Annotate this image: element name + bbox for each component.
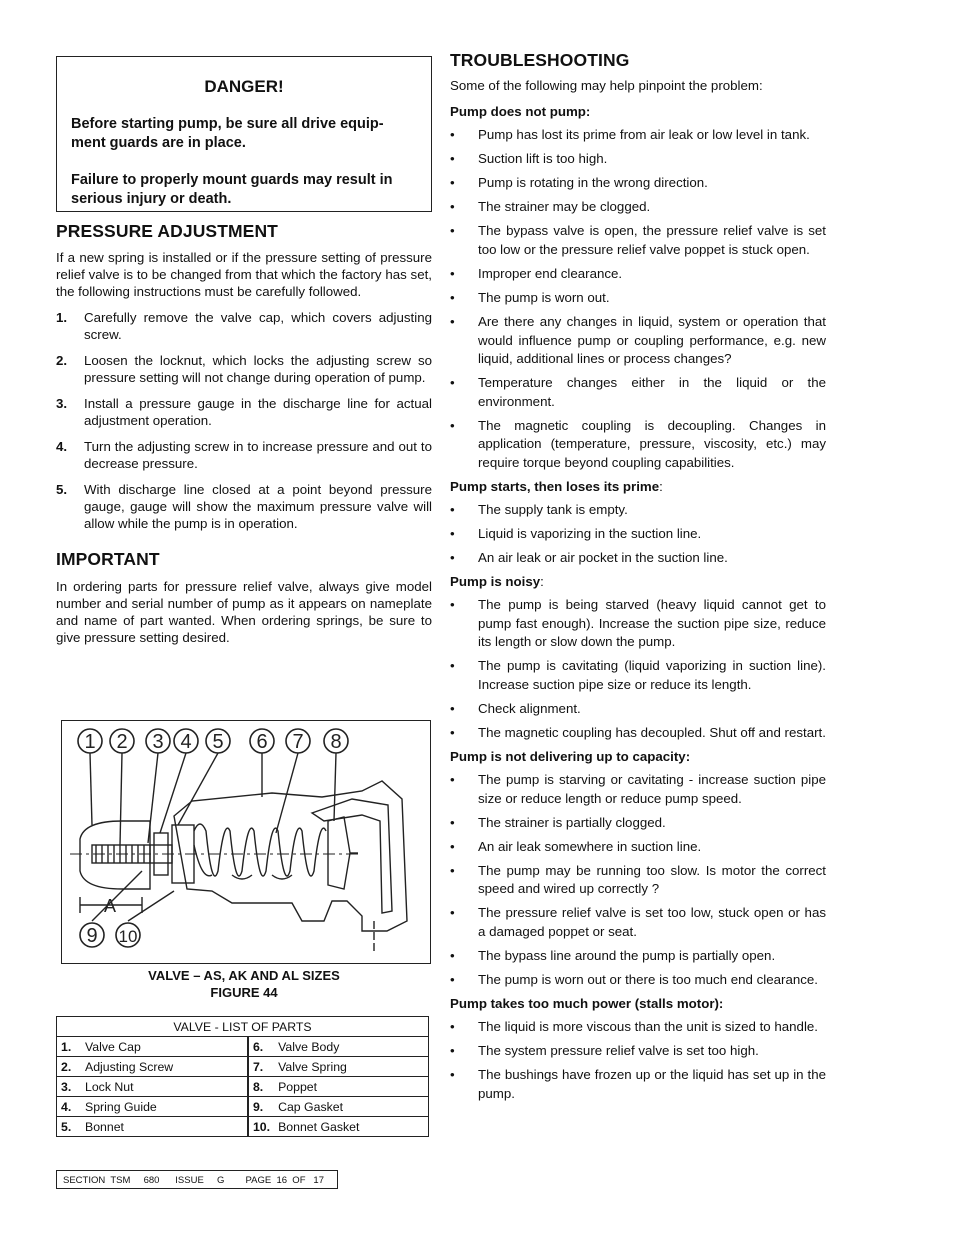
trouble-subhead	[450, 103, 826, 120]
callout-6	[250, 729, 274, 753]
bullet-marker: •	[450, 948, 455, 964]
step-number: 4.	[56, 439, 68, 454]
step-number: 3.	[56, 396, 68, 411]
bullet-text: The pump may be running too slow. Is motor the correct speed and wired up correctly ?	[478, 862, 826, 897]
pressure-intro: If a new spring is installed or if the pressure setting of pressure relief valve is to be changed from that which the factory has set, the following instructions must be carefully followed.	[56, 250, 432, 299]
bullet-text: Pump is rotating in the wrong direction.	[478, 175, 708, 191]
bullet-marker: •	[450, 1067, 455, 1083]
danger-box	[56, 56, 432, 212]
trouble-subhead	[450, 573, 826, 590]
troubleshooting-sections	[450, 103, 826, 1103]
bullet-marker: •	[450, 265, 455, 281]
trouble-bullet-item	[450, 657, 826, 694]
trouble-subhead	[450, 478, 826, 495]
part-name: Valve Body	[274, 1037, 428, 1057]
danger-text-2: Failure to properly mount guards may result in serious injury or death.	[71, 172, 393, 207]
trouble-bullet-item	[450, 313, 826, 369]
pressure-step	[56, 438, 432, 472]
part-number: 2.	[57, 1057, 82, 1077]
callout-4	[174, 729, 198, 753]
right-column	[450, 50, 826, 1109]
parts-row	[57, 1057, 429, 1077]
bullet-text: The strainer is partially clogged.	[478, 814, 666, 830]
bullet-text: An air leak somewhere in suction line.	[478, 838, 702, 854]
callout-3	[146, 729, 170, 753]
trouble-bullet-item	[450, 862, 826, 899]
svg-text:1: 1	[84, 731, 96, 753]
bullet-marker: •	[450, 375, 455, 391]
callout-7	[286, 729, 310, 753]
bullet-text: The pressure relief valve is set too low, stuck open or has a damaged poppet or seat.	[478, 905, 826, 939]
step-text: Turn the adjusting screw in to increase pressure and out to decrease pressure.	[84, 439, 432, 471]
bullet-marker: •	[450, 175, 455, 191]
part-number: 6.	[248, 1037, 274, 1057]
bullet-text: Temperature changes either in the liquid or the environment.	[478, 375, 826, 409]
part-name: Bonnet Gasket	[274, 1117, 428, 1137]
trouble-bullet-item	[450, 289, 826, 308]
trouble-bullet-item	[450, 814, 826, 833]
left-column	[56, 56, 432, 646]
bullet-marker: •	[450, 1043, 455, 1059]
bullet-text: The pump is worn out.	[478, 290, 610, 306]
important-text: In ordering parts for pressure relief valve, always give model number and serial number of pump as it appears on nameplate and name of part wanted. When ordering springs, be sure to give pressure setting desired.	[56, 579, 432, 645]
parts-table-title: VALVE - LIST OF PARTS	[57, 1017, 429, 1037]
part-number: 5.	[57, 1117, 82, 1137]
trouble-bullet-item	[450, 549, 826, 568]
troubleshooting-intro: Some of the following may help pinpoint the problem:	[450, 78, 763, 93]
bullet-marker: •	[450, 838, 455, 854]
bullet-marker: •	[450, 772, 455, 788]
page-footer: SECTION TSM 680 ISSUE G PAGE 16 OF 17	[56, 1170, 338, 1189]
troubleshooting-heading: TROUBLESHOOTING	[450, 50, 630, 70]
step-text: Loosen the locknut, which locks the adjusting screw so pressure setting will not change during operation of pump.	[84, 353, 432, 385]
figure-caption-line2: FIGURE 44	[210, 985, 278, 1000]
callout-2	[110, 729, 134, 753]
part-number: 10.	[248, 1117, 274, 1137]
svg-text:4: 4	[180, 731, 192, 753]
trouble-bullet-item	[450, 374, 826, 411]
trouble-bullet-item	[450, 947, 826, 966]
svg-text:8: 8	[330, 731, 342, 753]
trouble-bullet-item	[450, 971, 826, 990]
figure-caption-line1: VALVE – AS, AK AND AL SIZES	[148, 968, 340, 983]
trouble-subhead-text: Pump is noisy	[450, 574, 541, 590]
bullet-text: Liquid is vaporizing in the suction line.	[478, 526, 702, 542]
part-name: Valve Cap	[81, 1037, 248, 1057]
bullet-marker: •	[450, 151, 455, 167]
bullet-text: Suction lift is too high.	[478, 151, 608, 167]
bullet-marker: •	[450, 127, 455, 142]
pressure-adjustment-heading: PRESSURE ADJUSTMENT	[56, 221, 278, 241]
danger-text-1: Before starting pump, be sure all drive equip-ment guards are in place.	[71, 116, 384, 151]
bullet-text: The strainer may be clogged.	[478, 199, 651, 215]
bullet-marker: •	[450, 905, 455, 921]
trouble-bullet-item	[450, 838, 826, 857]
part-name: Valve Spring	[274, 1057, 428, 1077]
part-name: Bonnet	[81, 1117, 248, 1137]
callout-10	[116, 923, 140, 947]
bullet-marker: •	[450, 501, 455, 517]
bullet-text: The liquid is more viscous than the unit is sized to handle.	[478, 1019, 818, 1035]
step-text: Carefully remove the valve cap, which covers adjusting screw.	[84, 310, 432, 342]
bullet-text: The pump is cavitating (liquid vaporizing in suction line). Increase suction pipe size or reduce its length.	[478, 658, 826, 692]
bullet-text: Are there any changes in liquid, system or operation that would influence pump or coupling performance, e.g. new liquid, additional lines or process changes?	[478, 314, 826, 367]
trouble-subhead	[450, 995, 826, 1012]
valve-figure	[61, 720, 431, 964]
bullet-text: The bushings have frozen up or the liquid has set up in the pump.	[478, 1067, 826, 1101]
trouble-subhead-suffix: :	[659, 478, 663, 494]
step-text: With discharge line closed at a point beyond pressure gauge, gauge will show the maximum pressure valve will allow while the pump is in operation.	[84, 482, 432, 531]
trouble-bullet-item	[450, 904, 826, 941]
pressure-step	[56, 481, 432, 532]
trouble-subhead-suffix: :	[540, 574, 544, 590]
pressure-steps	[56, 309, 432, 532]
bullet-marker: •	[450, 550, 455, 566]
trouble-bullet-item	[450, 1066, 826, 1103]
part-name: Adjusting Screw	[81, 1057, 248, 1077]
bullet-marker: •	[450, 725, 455, 740]
pressure-step	[56, 352, 432, 386]
trouble-subhead-text: Pump does not pump:	[450, 104, 591, 119]
figure-caption	[56, 967, 432, 1001]
svg-text:10: 10	[118, 927, 138, 946]
step-text: Install a pressure gauge in the discharge line for actual adjustment operation.	[84, 396, 432, 428]
bullet-text: Improper end clearance.	[478, 265, 623, 281]
callout-1	[78, 729, 102, 753]
step-number: 1.	[56, 310, 68, 325]
bullet-text: An air leak or air pocket in the suction line.	[478, 550, 728, 566]
parts-row	[57, 1077, 429, 1097]
svg-text:9: 9	[86, 925, 98, 947]
part-number: 4.	[57, 1097, 82, 1117]
bullet-text: The bypass valve is open, the pressure relief valve is set too low or the pressure relief valve poppet is stuck open.	[478, 223, 826, 257]
step-number: 2.	[56, 353, 68, 368]
part-name: Spring Guide	[81, 1097, 248, 1117]
bullet-marker: •	[450, 814, 455, 830]
trouble-bullet-item	[450, 525, 826, 544]
valve-cross-section-drawing	[62, 721, 430, 963]
trouble-bullet-item	[450, 417, 826, 473]
trouble-subhead-text: Pump takes too much power (stalls motor):	[450, 996, 724, 1012]
bullet-text: The magnetic coupling has decoupled. Shut off and restart.	[478, 725, 826, 740]
bullet-marker: •	[450, 199, 455, 215]
part-name: Poppet	[274, 1077, 428, 1097]
bullet-text: The magnetic coupling is decoupling. Changes in application (temperature, pressure, viscosity, etc.) may require torque beyond coupling capabilities.	[478, 417, 826, 470]
bullet-marker: •	[450, 1019, 455, 1035]
part-number: 1.	[57, 1037, 82, 1057]
part-number: 9.	[248, 1097, 274, 1117]
pressure-step	[56, 395, 432, 429]
bullet-marker: •	[450, 597, 455, 613]
bullet-marker: •	[450, 417, 455, 433]
bullet-text: Pump has lost its prime from air leak or low level in tank.	[478, 127, 810, 142]
bullet-text: The pump is worn out or there is too much end clearance.	[478, 972, 818, 988]
trouble-bullet-item	[450, 150, 826, 169]
svg-text:2: 2	[116, 731, 128, 753]
svg-text:5: 5	[212, 731, 224, 753]
part-name: Lock Nut	[81, 1077, 248, 1097]
bullet-marker: •	[450, 526, 455, 542]
trouble-bullet-item	[450, 222, 826, 259]
bullet-text: The system pressure relief valve is set too high.	[478, 1043, 759, 1059]
bullet-marker: •	[450, 223, 455, 239]
part-name: Cap Gasket	[274, 1097, 428, 1117]
bullet-marker: •	[450, 700, 455, 716]
trouble-bullet-item	[450, 596, 826, 652]
part-number: 7.	[248, 1057, 274, 1077]
svg-text:7: 7	[292, 731, 304, 753]
callout-9	[80, 923, 104, 947]
trouble-bullet-item	[450, 198, 826, 217]
trouble-subhead-text: Pump is not delivering up to capacity:	[450, 749, 691, 765]
bullet-marker: •	[450, 658, 455, 674]
parts-row	[57, 1037, 429, 1057]
bullet-marker: •	[450, 290, 455, 306]
trouble-bullet-item	[450, 700, 826, 719]
bullet-text: The pump is starving or cavitating - increase suction pipe size or reduce length or reduce pump speed.	[478, 772, 826, 806]
trouble-subhead-text: Pump starts, then loses its prime	[450, 478, 660, 494]
trouble-bullet-item	[450, 174, 826, 193]
parts-row	[57, 1117, 429, 1137]
callout-8	[324, 729, 348, 753]
trouble-subhead	[450, 748, 826, 765]
trouble-bullet-item	[450, 1018, 826, 1037]
parts-row	[57, 1097, 429, 1117]
part-number: 3.	[57, 1077, 82, 1097]
danger-title: DANGER!	[204, 77, 284, 96]
parts-table	[56, 1016, 429, 1137]
dimension-a-label: A	[104, 896, 117, 916]
svg-text:3: 3	[152, 731, 164, 753]
trouble-bullet-item	[450, 126, 826, 145]
bullet-text: Check alignment.	[478, 700, 581, 716]
callout-5	[206, 729, 230, 753]
bullet-marker: •	[450, 314, 455, 330]
trouble-bullet-item	[450, 724, 826, 743]
important-heading: IMPORTANT	[56, 549, 160, 569]
bullet-text: The pump is being starved (heavy liquid cannot get to pump fast enough). Increase the suction pipe size, reduce its length or slow down the pump.	[478, 597, 826, 650]
trouble-bullet-item	[450, 771, 826, 808]
step-number: 5.	[56, 482, 68, 497]
trouble-bullet-item	[450, 501, 826, 520]
pressure-step	[56, 309, 432, 343]
bullet-text: The bypass line around the pump is partially open.	[478, 948, 776, 964]
trouble-bullet-item	[450, 1042, 826, 1061]
svg-text:6: 6	[256, 731, 268, 753]
bullet-marker: •	[450, 862, 455, 878]
part-number: 8.	[248, 1077, 274, 1097]
bullet-text: The supply tank is empty.	[478, 501, 628, 517]
trouble-bullet-item	[450, 265, 826, 284]
bullet-marker: •	[450, 972, 455, 988]
